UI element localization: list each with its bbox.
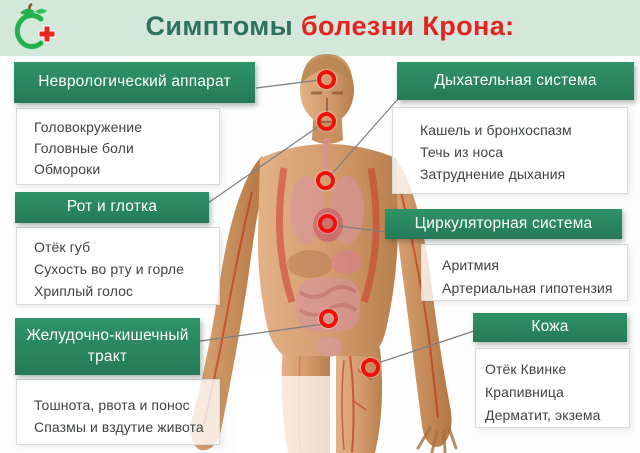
marker-chest [316,171,335,190]
panel-header-respiratory: Дыхательная система [397,62,634,100]
title-part-2: болезни Крона: [300,11,515,41]
panel-header-circulatory: Циркуляторная система [385,209,622,239]
symptom-item: Затруднение дыхания [420,166,566,182]
panel-body-skin [475,348,630,428]
symptom-item: Обмороки [34,161,101,177]
panel-body-gastrointestinal [16,379,220,445]
panel-body-respiratory [392,107,628,194]
symptom-item: Отёк Квинке [485,361,567,377]
symptom-item: Крапивница [485,384,564,400]
line-git [200,324,324,341]
symptom-item: Артериальная гипотензия [442,280,613,296]
marker-forehead [317,70,336,89]
marker-thigh [361,358,380,377]
symptom-item: Дерматит, экзема [485,407,601,423]
symptom-item: Тошнота, рвота и понос [34,397,190,413]
line-neuro [256,80,320,88]
marker-mouth [317,112,336,131]
title-part-1: Симптомы [145,11,301,41]
panel-body-mouth-throat [16,227,220,305]
symptom-item: Течь из носа [420,144,504,160]
symptom-item: Отёк губ [34,239,91,255]
panel-header-skin: Кожа [473,313,627,342]
symptom-item: Головные боли [34,140,134,156]
symptom-item: Головокружение [34,119,143,135]
panel-body-neurological [16,108,220,185]
symptom-item: Спазмы и вздутие живота [34,419,204,435]
line-resp [330,99,398,176]
marker-abdomen [319,309,338,328]
panel-header-mouth-throat: Рот и глотка [15,192,209,223]
symptom-item: Хриплый голос [34,283,134,299]
panel-header-neurological: Неврологический аппарат [14,62,255,103]
line-skin [375,331,474,364]
marker-heart [318,214,337,233]
symptom-item: Кашель и бронхоспазм [420,122,572,138]
panel-header-gastrointestinal: Желудочно-кишечный тракт [15,318,200,375]
line-circ [331,225,386,232]
line-mouth [208,124,322,203]
symptom-item: Сухость во рту и горле [34,261,184,277]
symptom-item: Аритмия [442,257,500,273]
panel-body-circulatory [421,244,628,301]
